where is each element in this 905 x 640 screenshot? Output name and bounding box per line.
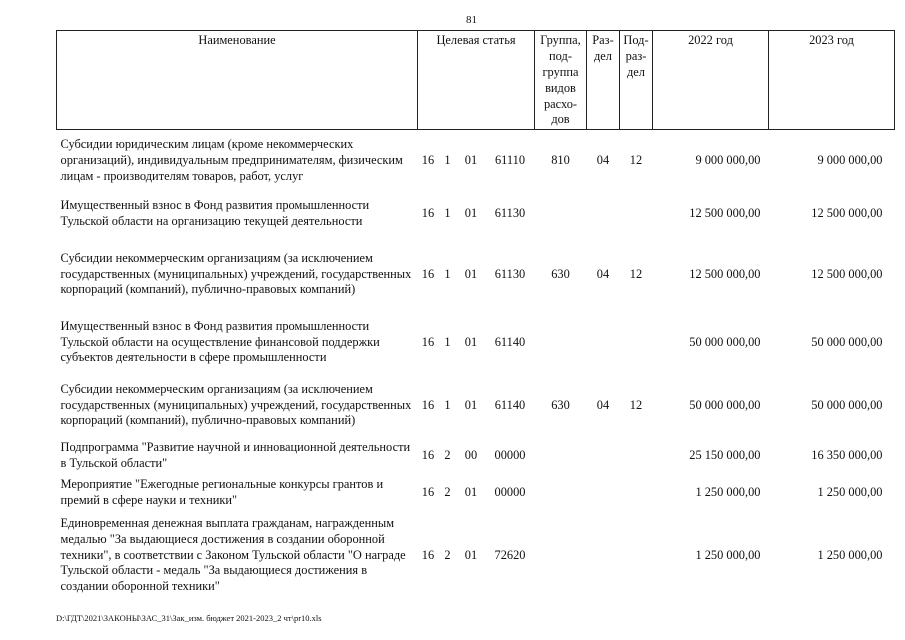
- row-code-1: 16: [421, 447, 435, 462]
- row-group: 810: [551, 152, 570, 167]
- row-group: [535, 440, 587, 472]
- row-subsection: [620, 514, 653, 598]
- table-row: [57, 130, 895, 192]
- row-code-4: 61130: [494, 205, 526, 220]
- row-code-4: 61140: [494, 334, 526, 349]
- row-code-1: 16: [421, 484, 435, 499]
- row-code-3: 01: [464, 152, 478, 167]
- row-2023: 12 500 000,00: [811, 266, 883, 281]
- header-name: Наименование: [57, 31, 418, 130]
- row-2022: 50 000 000,00: [689, 397, 761, 412]
- row-code-4: 61110: [494, 152, 526, 167]
- row-subsection: 12: [629, 152, 643, 167]
- row-group: 630: [551, 397, 570, 412]
- row-code-3: 01: [464, 266, 478, 281]
- row-name: Имущественный взнос в Фонд развития промышленности Тульской области на осуществление финансовой поддержки субъектов деятельности в сфере промышленности: [60, 318, 380, 365]
- table-row: [57, 236, 895, 314]
- row-code-3: 01: [464, 547, 478, 562]
- row-code-2: 1: [444, 266, 451, 281]
- row-name: Имущественный взнос в Фонд развития промышленности Тульской области на организацию текущей деятельности: [60, 197, 370, 228]
- budget-table: [56, 30, 895, 598]
- header-target-article: Целевая статья: [418, 31, 535, 130]
- row-code-3: 01: [464, 397, 478, 412]
- row-code-3: 01: [464, 334, 478, 349]
- row-section: [587, 440, 620, 472]
- row-2023: 1 250 000,00: [817, 547, 883, 562]
- file-path-footer: D:\ГДТ\2021\ЗАКОНЫ\ЗАС_31\Зак_изм. бюджет 2021-2023_2 чт\pr10.xls: [56, 613, 322, 623]
- table-row: [57, 314, 895, 372]
- table-row: [57, 472, 895, 514]
- row-2023: 12 500 000,00: [811, 205, 883, 220]
- row-group: [535, 192, 587, 236]
- header-row: [57, 31, 895, 130]
- row-section: 04: [596, 397, 610, 412]
- row-code-4: 61130: [494, 266, 526, 281]
- row-subsection: 12: [629, 266, 643, 281]
- header-2023: 2023 год: [769, 31, 895, 130]
- row-subsection: [620, 440, 653, 472]
- row-subsection: [620, 314, 653, 372]
- row-code-4: 61140: [494, 397, 526, 412]
- row-code-3: 01: [464, 205, 478, 220]
- row-subsection: [620, 192, 653, 236]
- row-name: Подпрограмма "Развитие научной и инновационной деятельности в Тульской области": [60, 439, 411, 470]
- row-name: Субсидии некоммерческим организациям (за исключением государственных (муниципальных) учреждений, государственных корпораций (компаний), публично-правовых компаний): [60, 381, 412, 428]
- row-2022: 9 000 000,00: [695, 152, 761, 167]
- row-code-3: 01: [464, 484, 478, 499]
- table-row: [57, 192, 895, 236]
- header-subsection: Под-раз-дел: [620, 31, 653, 130]
- header-group: Группа, под-группа видов расхо-дов: [535, 31, 587, 130]
- row-section: [587, 472, 620, 514]
- row-code-1: 16: [421, 152, 435, 167]
- row-2022: 12 500 000,00: [689, 205, 761, 220]
- row-subsection: [620, 472, 653, 514]
- row-code-2: 1: [444, 152, 451, 167]
- row-2023: 50 000 000,00: [811, 397, 883, 412]
- row-code-2: 1: [444, 397, 451, 412]
- table-row: [57, 372, 895, 440]
- row-code-4: 72620: [494, 547, 526, 562]
- row-code-2: 2: [444, 484, 451, 499]
- row-code-1: 16: [421, 334, 435, 349]
- row-2023: 1 250 000,00: [817, 484, 883, 499]
- row-code-1: 16: [421, 205, 435, 220]
- row-name: Субсидии юридическим лицам (кроме некоммерческих организаций), индивидуальным предпринимателям, физическим лицам - производителям товаров, работ, услуг: [60, 136, 403, 183]
- row-code-2: 1: [444, 205, 451, 220]
- row-code-4: 00000: [494, 447, 526, 462]
- header-2022: 2022 год: [653, 31, 769, 130]
- row-2022: 25 150 000,00: [689, 447, 761, 462]
- row-section: [587, 514, 620, 598]
- row-code-1: 16: [421, 397, 435, 412]
- row-2023: 16 350 000,00: [811, 447, 883, 462]
- row-name: Единовременная денежная выплата гражданам, награжденным медалью "За выдающиеся достижения в создании оборонной техники", в соответствии с Законом Тульской области "О награде Тульской области - медаль "За выдающиеся достижения в создании оборонной техники": [60, 515, 406, 594]
- row-code-2: 2: [444, 547, 451, 562]
- table-row: [57, 514, 895, 598]
- row-2022: 1 250 000,00: [695, 547, 761, 562]
- page-number: 81: [466, 14, 477, 26]
- table-row: [57, 440, 895, 472]
- row-code-2: 1: [444, 334, 451, 349]
- row-code-1: 16: [421, 547, 435, 562]
- row-group: 630: [551, 266, 570, 281]
- row-code-4: 00000: [494, 484, 526, 499]
- row-section: 04: [596, 266, 610, 281]
- row-code-3: 00: [464, 447, 478, 462]
- row-group: [535, 314, 587, 372]
- row-2023: 50 000 000,00: [811, 334, 883, 349]
- row-2022: 50 000 000,00: [689, 334, 761, 349]
- row-name: Мероприятие "Ежегодные региональные конкурсы грантов и премий в сфере науки и техники": [60, 476, 384, 507]
- row-section: [587, 192, 620, 236]
- row-code-1: 16: [421, 266, 435, 281]
- row-subsection: 12: [629, 397, 643, 412]
- row-code-2: 2: [444, 447, 451, 462]
- row-section: [587, 314, 620, 372]
- row-group: [535, 472, 587, 514]
- row-group: [535, 514, 587, 598]
- row-2023: 9 000 000,00: [817, 152, 883, 167]
- row-name: Субсидии некоммерческим организациям (за исключением государственных (муниципальных) учреждений, государственных корпораций (компаний), публично-правовых компаний): [60, 250, 412, 297]
- header-section: Раз-дел: [587, 31, 620, 130]
- row-2022: 12 500 000,00: [689, 266, 761, 281]
- row-section: 04: [596, 152, 610, 167]
- row-2022: 1 250 000,00: [695, 484, 761, 499]
